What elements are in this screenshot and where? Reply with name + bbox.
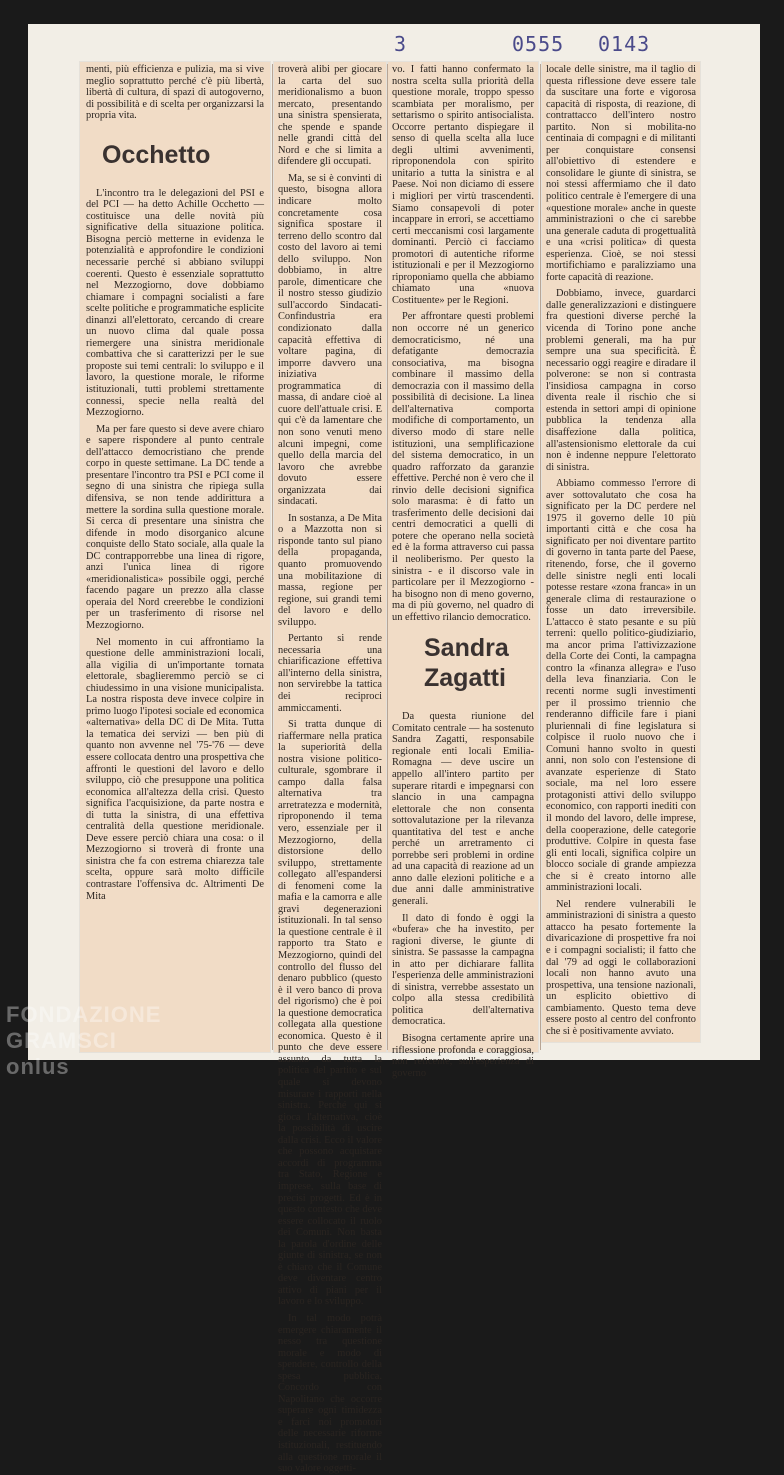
paragraph: Pertanto si rende necessaria una chiarificazione effettiva all'interno della sinistra, non servirebbe la tattica dei reciproci ammiccamenti. (278, 633, 382, 714)
archive-reference-a: 0555 (512, 32, 565, 56)
paragraph: Si tratta dunque di riaffermare nella pratica la superiorità della nostra visione politico-culturale, sgombrare il campo dalla falsa alternativa tra arretratezza e modernità, riproponendo il tema vero, essenziale per il Mezzogiorno, della distorsione dello sviluppo, strettamente collegato all'espandersi di fenomeni come la mafia e la camorra e alle gravi degenerazioni istituzionali. In tal senso la questione centrale è il rapporto tra Stato e Mezzogiorno, quindi del controllo del flusso del denaro pubblico (questo è il vero banco di prova del rigorismo) che è poi la questione democratica collegata alla questione economica. Questo è il punto che deve essere assunto da tutta la politica del partito e sul quale si devono misurare i rapporti nella sinistra. Perché qui si gioca l'alternativa, cioè la possibilità di uscire dalla crisi. Ecco il valore che possono acquistare accordi di programma tra Stato, Regione e imprese, sulla base di precisi progetti. Ed è in questo contesto che deve essere collocato il ruolo dei Comuni. Non basta la parola d'ordine delle giunte di sinistra, se non è chiaro che il Comune deve diventare centro attivo di piani per il lavoro e lo sviluppo. (278, 719, 382, 1308)
article-column-4 (546, 64, 696, 1038)
handwritten-page-number: 3 (394, 32, 408, 56)
paragraph: L'incontro tra le delegazioni del PSI e del PCI — ha detto Achille Occhetto — costituisce una delle novità più significative della situazione politica. Bisogna perciò metterne in evidenza le potenzialità e approfondire le condizioni necessarie perché si abbiano sviluppi coerenti. Questo è essenziale soprattutto nel Mezzogiorno, dove dobbiamo chiamare i compagni socialisti a fare scelte politiche e programmatiche esplicite dinanzi all'elettorato, cercando di creare un nuovo clima dal quale possa riemergere una sinistra meridionale combattiva che si caratterizzi per le sue proposte sui temi centrali: lo sviluppo e il lavoro, la questione morale, le riforme istituzionali, tutti problemi strettamente connessi, specie nella realtà del Mezzogiorno. (86, 187, 264, 419)
paragraph: menti, più efficienza e pulizia, ma si vive meglio soprattutto perché c'è più libertà, libertà di cultura, di spazi di autogoverno, di possibilità e di scelta per organizzarsi la propria vita. (86, 64, 264, 122)
paragraph: Ma per fare questo si deve avere chiaro e sapere rispondere al punto centrale dell'attacco democristiano che prende corpo in queste settimane. La DC tende a presentare l'incontro tra PSI e PCI come il segno di una sinistra che ripiega sulla difensiva, se non tende addirittura a mettere la sordina sulla questione morale. Si cerca di presentare una sinistra che difende in modo disorganico alcune conquiste dello Stato sociale, alla quale la DC contrapporrebbe una linea di rigore, anzi l'unica linea di rigore «meridionalistica» possibile oggi, perché facendo pagare un prezzo alla classe operaia del Nord creerebbe le condizioni per un trasferimento di risorse nel Mezzogiorno. (86, 423, 264, 631)
column-divider (272, 64, 273, 1050)
article-column-1 (86, 64, 264, 1048)
archive-reference-b: 0143 (598, 32, 651, 56)
paragraph: vo. I fatti hanno confermato la nostra scelta sulla priorità della questione morale, troppo spesso scambiata per moralismo, per settarismo o spirito antisocialista. Occorre pertanto dispiegare il senso di quella scelta alla luce degli ultimi avvenimenti, riproponendola con spirito unitario a tutta la sinistra e al Paese. Noi non diciamo di essere i migliori per virtù trascendenti. Siamo consapevoli di poter incappare in errori, se accettiamo certi meccanismi così largamente dominanti. Perciò ci facciamo promotori di autentiche riforme istituzionali e per il Mezzogiorno riproponiamo quella che abbiamo chiamato una «nuova Costituente» per le Regioni. (392, 64, 534, 306)
column-divider (387, 64, 388, 1050)
paragraph: Per affrontare questi problemi non occorre né un generico democraticismo, né una defatigante democrazia consociativa, ma bisogna combinare il massimo della democrazia con il massimo della possibilità di decisione. La linea dell'alternativa comporta modifiche di comportamento, un diverso modo di stare nelle istituzioni, una semplificazione del sistema democratico, in un quadro rafforzato da garanzie effettive. Perché non è vero che il rinvio delle decisioni significa solo marasma: è di fatto un trasferimento delle decisioni dai centri democratici a quelli di potere che operano nella società ed è la forma attraverso cui passa il neoliberismo. Per questo la sinistra - e il discorso vale in particolare per il Mezzogiorno - ha bisogno non di meno governo, ma di più governo, nel quadro di un effettivo rilancio democratico. (392, 311, 534, 623)
paragraph: Da questa riunione del Comitato centrale — ha sostenuto Sandra Zagatti, responsabile regionale enti locali Emilia-Romagna — deve uscire un appello all'intero partito per superare ritardi e impegnarsi con slancio in una campagna elettorale che non consenta sottovalutazione per la rilevanza quantitativa del test e anche perché un arretramento ci porrebbe seri problemi in ordine ad una capacità di reazione ad un anno dalle elezioni politiche e a due anni dalle amministrative generali. (392, 711, 534, 907)
paragraph: In sostanza, a De Mita o a Mazzotta non si risponde tanto sul piano della propaganda, quanto promuovendo una mobilitazione di massa, regione per regione, sui grandi temi del lavoro e dello sviluppo. (278, 512, 382, 628)
paragraph: Nel rendere vulnerabili le amministrazioni di sinistra a questo attacco ha pesato fortemente la divaricazione di prospettive fra noi e i compagni socialisti; il fatto che dal '79 ad oggi le collaborazioni locali non hanno avuto una prospettiva, una tensione nazionali, un esplicito obiettivo di cambiamento. Questo tema deve essere posto al centro del confronto che si è positivamente avviato. (546, 898, 696, 1037)
article-column-2 (278, 64, 382, 1475)
paragraph: In tal modo potrà emergere chiaramente il nesso tra questione morale e modo di spendere, controllo della spesa pubblica. Concordo con Napolitano che occorre superare ogni timidezza e farci noi promotori delle necessarie riforme istituzionali, restituendo alla questione morale il suo valore oggetti- (278, 1312, 382, 1475)
headline-sandra-zagatti: Sandra Zagatti (424, 634, 509, 693)
column-divider (540, 64, 541, 1050)
paragraph: Bisogna certamente aprire una riflessione profonda e coraggiosa, non reticente, sull'esperienza di governo (392, 1033, 534, 1079)
paragraph: Ma, se si è convinti di questo, bisogna allora indicare molto concretamente cosa significa spostare il terreno dello scontro dal costo del lavoro ai temi dello sviluppo. Non dobbiamo, in altre parole, dimenticare che il nostro stesso giudizio sull'accordo Sindacati-Confindustria era condizionato dalla capacità effettiva di voltare pagina, di imporre davvero una iniziativa programmatica di massa, di andare cioè al cuore dell'attuale crisi. E qui c'è da lamentare che non sono venuti meno alcuni impegni, come quello della marcia del lavoro che avrebbe dovuto essere organizzata dai sindacati. (278, 172, 382, 508)
paragraph: locale delle sinistre, ma il taglio di questa riflessione deve essere tale da suscitare una forte e vigorosa capacità di risposta, di reazione, di contrattacco dell'intero nostro partito. Non si mobilita-no centinaia di compagni e di militanti per conquistare consensi all'obiettivo di estendere e consolidare le giunte di sinistra, se noi stessi affermiamo che il dato politico centrale è l'emergere di una «questione morale» anche in queste amministrazioni o che ci sarebbe una generale caduta di progettualità e una «crisi politica» di questa esperienza. Cioè, se noi stessi mortifichiamo e paralizziamo una forte capacità di reazione. (546, 64, 696, 283)
paragraph: Il dato di fondo è oggi la «bufera» che ha investito, per ragioni diverse, le giunte di sinistra. Se passasse la campagna in atto per dichiarare fallita l'esperienza delle amministrazioni di sinistra, verrebbe assestato un colpo alla stessa credibilità politica dell'alternativa democratica. (392, 912, 534, 1028)
paragraph: troverà alibi per giocare la carta del suo meridionalismo a buon mercato, presentando una sinistra spensierata, che spende e spande nelle grandi città del Nord e che si limita a difendere gli occupati. (278, 64, 382, 168)
article-column-3 (392, 64, 534, 1079)
paragraph: Abbiamo commesso l'errore di aver sottovalutato che cosa ha significato per la DC perdere nel 1975 il governo delle 10 più importanti città e che cosa ha significato per noi diventare partito di governo in tanta parte del Paese, ritenendo, forse, che il governo delle sinistre negli enti locali potesse restare «zona franca» in un generale clima di restaurazione o fosse un dato irreversibile. L'attacco è stato pesante e su più terreni: quello politico-giudiziario, ma ancor prima l'attivizzazione della Corte dei Conti, la campagna contro la «finanza allegra» e l'uso della leva finanziaria. Con le recenti norme sugli investimenti per il prossimo triennio che renderanno difficile fare i piani pluriennali di fine legislatura si colpisce il ruolo nuovo che i Comuni hanno svolto in questi anni, non solo con l'estensione di avanzate esperienze di Stato sociale, ma nel loro essere protagonisti attivi dello sviluppo economico, con rapporti inediti con il mondo del lavoro, delle imprese, della cooperazione, delle categorie produttive. Colpire in questa fase gli enti locali, significa colpire un blocco sociale di grande ampiezza che si è creato intorno alle amministrazioni locali. (546, 478, 696, 894)
watermark-text: FONDAZIONE GRAMSCI onlus (6, 1002, 162, 1079)
headline-occhetto: Occhetto (102, 140, 211, 169)
paragraph: Dobbiamo, invece, guardarci dalle generalizzazioni e distinguere fra questioni diverse perché la vicenda di Torino pone anche problemi generali, ma ha pur sempre una sua specificità. È necessario oggi reagire e diradare il polverone: se non si contrasta l'insidiosa campagna in corso diventa reale il rischio che si estenda in settori ampi di opinione pubblica la tendenza alla disaffezione dalla politica, all'astensionismo elettorale da cui non è indenne neppure l'elettorato di sinistra. (546, 288, 696, 473)
paragraph: Nel momento in cui affrontiamo la questione delle amministrazioni locali, alla vigilia di un'importante tornata elettorale, sbaglieremmo perciò se ci chiudessimo in una visione municipalista. La nostra risposta deve invece colpire in primo luogo l'ipotesi sociale ed economica «alternativa» della DC di De Mita. Tutta la tematica dei servizi — ben più di quanto non avvenne nel '75-'76 — deve essere collocata dentro una prospettiva che affronti le questioni del lavoro e dello sviluppo, ciò che presuppone una politica economica all'altezza della crisi. Questo significa l'acquisizione, da parte nostra e di tutta la sinistra, di una effettiva centralità della questione meridionale. Deve essere perciò chiara una cosa: o il Mezzogiorno si troverà di fronte una sinistra che fa con estrema chiarezza tale scelta, oppure sarà molto difficile contrastare l'offensiva dc. Altrimenti De Mita (86, 636, 265, 902)
newspaper-clipping-sheet (28, 24, 760, 1475)
